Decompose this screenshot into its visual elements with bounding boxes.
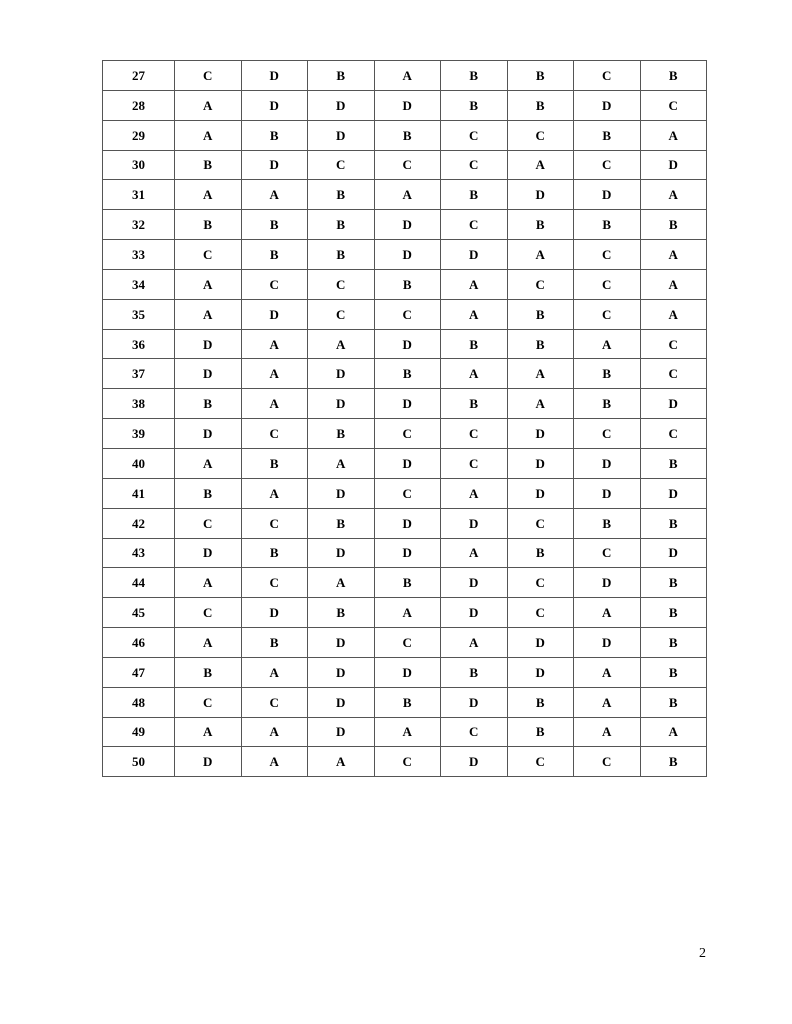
answer-cell: A xyxy=(374,717,441,747)
answer-cell: C xyxy=(441,120,508,150)
answer-cell: D xyxy=(374,538,441,568)
question-number-cell: 45 xyxy=(103,598,175,628)
answer-cell: B xyxy=(175,478,242,508)
answer-cell: D xyxy=(374,90,441,120)
question-number-cell: 48 xyxy=(103,687,175,717)
answer-cell: D xyxy=(574,628,641,658)
answer-cell: B xyxy=(507,717,574,747)
question-number-cell: 39 xyxy=(103,419,175,449)
question-number-cell: 42 xyxy=(103,508,175,538)
answer-cell: A xyxy=(640,120,707,150)
answer-cell: D xyxy=(441,598,508,628)
answer-cell: C xyxy=(241,269,308,299)
question-number-cell: 30 xyxy=(103,150,175,180)
answer-cell: B xyxy=(507,329,574,359)
answer-cell: D xyxy=(241,299,308,329)
answer-cell: C xyxy=(374,628,441,658)
answer-cell: C xyxy=(175,508,242,538)
answer-cell: B xyxy=(175,389,242,419)
answer-cell: A xyxy=(507,240,574,270)
answer-cell: C xyxy=(507,568,574,598)
answer-cell: A xyxy=(241,657,308,687)
answer-cell: B xyxy=(640,598,707,628)
answer-cell: B xyxy=(308,210,375,240)
answer-cell: B xyxy=(308,240,375,270)
question-number-cell: 28 xyxy=(103,90,175,120)
answer-cell: C xyxy=(574,240,641,270)
answer-cell: D xyxy=(308,90,375,120)
answer-cell: A xyxy=(441,359,508,389)
answer-cell: B xyxy=(507,299,574,329)
question-number-cell: 43 xyxy=(103,538,175,568)
table-row xyxy=(103,717,707,747)
answer-cell: D xyxy=(640,538,707,568)
answer-cell: D xyxy=(241,61,308,91)
table-row xyxy=(103,389,707,419)
answer-cell: D xyxy=(507,180,574,210)
answer-cell: C xyxy=(374,478,441,508)
table-row xyxy=(103,180,707,210)
answer-cell: D xyxy=(374,240,441,270)
answer-cell: D xyxy=(507,478,574,508)
answer-cell: A xyxy=(574,687,641,717)
answer-cell: C xyxy=(640,359,707,389)
answer-key-table xyxy=(102,60,707,777)
answer-cell: B xyxy=(441,90,508,120)
answer-cell: C xyxy=(241,419,308,449)
answer-cell: B xyxy=(241,538,308,568)
answer-cell: B xyxy=(441,657,508,687)
answer-cell: C xyxy=(308,150,375,180)
answer-cell: A xyxy=(441,628,508,658)
answer-cell: A xyxy=(574,657,641,687)
answer-cell: A xyxy=(175,717,242,747)
answer-cell: B xyxy=(507,210,574,240)
answer-cell: C xyxy=(175,61,242,91)
answer-cell: D xyxy=(308,359,375,389)
answer-cell: A xyxy=(507,150,574,180)
question-number-cell: 49 xyxy=(103,717,175,747)
answer-cell: B xyxy=(441,329,508,359)
answer-cell: D xyxy=(308,538,375,568)
question-number-cell: 31 xyxy=(103,180,175,210)
answer-cell: D xyxy=(175,747,242,777)
answer-cell: D xyxy=(574,478,641,508)
answer-cell: C xyxy=(241,687,308,717)
answer-cell: B xyxy=(574,120,641,150)
question-number-cell: 33 xyxy=(103,240,175,270)
answer-cell: A xyxy=(574,717,641,747)
answer-cell: A xyxy=(507,389,574,419)
answer-cell: A xyxy=(640,269,707,299)
answer-cell: C xyxy=(441,448,508,478)
table-row xyxy=(103,210,707,240)
table-row xyxy=(103,419,707,449)
question-number-cell: 35 xyxy=(103,299,175,329)
answer-cell: C xyxy=(507,269,574,299)
answer-cell: D xyxy=(507,448,574,478)
answer-cell: D xyxy=(574,90,641,120)
answer-cell: D xyxy=(175,329,242,359)
answer-cell: B xyxy=(241,448,308,478)
answer-cell: D xyxy=(574,448,641,478)
answer-cell: A xyxy=(308,747,375,777)
table-row xyxy=(103,628,707,658)
answer-cell: D xyxy=(374,448,441,478)
table-row xyxy=(103,150,707,180)
answer-cell: B xyxy=(640,568,707,598)
answer-cell: D xyxy=(441,508,508,538)
table-row xyxy=(103,598,707,628)
answer-cell: B xyxy=(574,210,641,240)
answer-cell: B xyxy=(241,210,308,240)
question-number-cell: 27 xyxy=(103,61,175,91)
answer-cell: A xyxy=(175,568,242,598)
table-row xyxy=(103,240,707,270)
answer-cell: B xyxy=(441,61,508,91)
answer-cell: B xyxy=(441,180,508,210)
question-number-cell: 36 xyxy=(103,329,175,359)
answer-cell: D xyxy=(308,657,375,687)
table-row xyxy=(103,269,707,299)
answer-cell: D xyxy=(507,419,574,449)
table-row xyxy=(103,747,707,777)
answer-cell: D xyxy=(441,747,508,777)
answer-cell: D xyxy=(308,478,375,508)
answer-cell: D xyxy=(507,657,574,687)
answer-cell: D xyxy=(241,90,308,120)
answer-cell: C xyxy=(175,687,242,717)
answer-cell: B xyxy=(640,628,707,658)
answer-cell: B xyxy=(640,508,707,538)
answer-cell: B xyxy=(175,657,242,687)
answer-cell: C xyxy=(241,508,308,538)
answer-cell: A xyxy=(175,269,242,299)
answer-cell: A xyxy=(241,747,308,777)
answer-cell: D xyxy=(640,478,707,508)
answer-cell: C xyxy=(374,299,441,329)
answer-cell: B xyxy=(308,419,375,449)
answer-cell: C xyxy=(441,717,508,747)
answer-cell: B xyxy=(574,359,641,389)
answer-cell: D xyxy=(441,568,508,598)
table-row xyxy=(103,448,707,478)
answer-cell: A xyxy=(507,359,574,389)
answer-cell: D xyxy=(308,687,375,717)
answer-cell: C xyxy=(507,508,574,538)
answer-cell: B xyxy=(574,508,641,538)
answer-cell: C xyxy=(574,150,641,180)
answer-cell: A xyxy=(241,329,308,359)
answer-cell: A xyxy=(441,538,508,568)
table-row xyxy=(103,359,707,389)
answer-cell: D xyxy=(441,240,508,270)
answer-cell: D xyxy=(507,628,574,658)
answer-cell: A xyxy=(175,180,242,210)
answer-cell: B xyxy=(640,61,707,91)
answer-cell: A xyxy=(374,180,441,210)
answer-cell: D xyxy=(640,389,707,419)
answer-cell: A xyxy=(175,120,242,150)
answer-cell: B xyxy=(507,687,574,717)
table-row xyxy=(103,657,707,687)
answer-cell: B xyxy=(640,210,707,240)
answer-cell: A xyxy=(241,478,308,508)
answer-cell: B xyxy=(308,180,375,210)
answer-cell: A xyxy=(175,628,242,658)
answer-cell: B xyxy=(640,448,707,478)
answer-cell: C xyxy=(507,747,574,777)
answer-cell: A xyxy=(574,329,641,359)
answer-cell: C xyxy=(175,240,242,270)
answer-cell: D xyxy=(241,150,308,180)
answer-cell: C xyxy=(574,61,641,91)
answer-cell: B xyxy=(574,389,641,419)
answer-cell: C xyxy=(640,329,707,359)
question-number-cell: 34 xyxy=(103,269,175,299)
answer-cell: D xyxy=(308,628,375,658)
answer-cell: C xyxy=(175,598,242,628)
table-row xyxy=(103,61,707,91)
table-row xyxy=(103,538,707,568)
answer-cell: B xyxy=(175,150,242,180)
answer-cell: D xyxy=(640,150,707,180)
answer-cell: B xyxy=(507,90,574,120)
answer-cell: B xyxy=(507,61,574,91)
question-number-cell: 46 xyxy=(103,628,175,658)
question-number-cell: 29 xyxy=(103,120,175,150)
answer-cell: A xyxy=(441,478,508,508)
answer-cell: B xyxy=(374,568,441,598)
answer-cell: D xyxy=(574,180,641,210)
answer-cell: B xyxy=(241,628,308,658)
answer-cell: A xyxy=(241,389,308,419)
answer-cell: A xyxy=(374,598,441,628)
answer-cell: B xyxy=(640,747,707,777)
answer-cell: C xyxy=(441,210,508,240)
answer-cell: A xyxy=(640,299,707,329)
page-number: 2 xyxy=(699,946,706,961)
question-number-cell: 37 xyxy=(103,359,175,389)
answer-cell: C xyxy=(574,269,641,299)
answer-cell: A xyxy=(441,299,508,329)
table-row xyxy=(103,508,707,538)
answer-cell: B xyxy=(241,240,308,270)
answer-cell: D xyxy=(374,508,441,538)
answer-cell: B xyxy=(308,508,375,538)
answer-cell: A xyxy=(308,568,375,598)
answer-cell: B xyxy=(374,269,441,299)
answer-cell: A xyxy=(574,598,641,628)
answer-cell: D xyxy=(308,120,375,150)
answer-cell: D xyxy=(175,359,242,389)
question-number-cell: 44 xyxy=(103,568,175,598)
answer-cell: C xyxy=(308,269,375,299)
answer-cell: D xyxy=(175,538,242,568)
answer-cell: C xyxy=(241,568,308,598)
table-row xyxy=(103,120,707,150)
table-row xyxy=(103,478,707,508)
question-number-cell: 32 xyxy=(103,210,175,240)
answer-cell: C xyxy=(441,150,508,180)
answer-cell: B xyxy=(374,120,441,150)
answer-cell: C xyxy=(574,299,641,329)
answer-cell: A xyxy=(241,717,308,747)
answer-cell: C xyxy=(441,419,508,449)
answer-cell: A xyxy=(640,180,707,210)
answer-cell: D xyxy=(308,717,375,747)
question-number-cell: 41 xyxy=(103,478,175,508)
answer-cell: D xyxy=(374,389,441,419)
answer-cell: B xyxy=(308,61,375,91)
answer-cell: D xyxy=(374,329,441,359)
table-row xyxy=(103,299,707,329)
answer-cell: A xyxy=(308,448,375,478)
table-row xyxy=(103,329,707,359)
answer-cell: C xyxy=(574,747,641,777)
answer-cell: C xyxy=(308,299,375,329)
answer-cell: D xyxy=(374,657,441,687)
answer-cell: B xyxy=(374,359,441,389)
answer-cell: C xyxy=(374,747,441,777)
answer-cell: D xyxy=(374,210,441,240)
answer-cell: A xyxy=(175,448,242,478)
table-row xyxy=(103,687,707,717)
table-row xyxy=(103,568,707,598)
answer-key-body xyxy=(103,61,707,777)
answer-cell: A xyxy=(241,359,308,389)
answer-cell: A xyxy=(175,299,242,329)
answer-cell: B xyxy=(640,687,707,717)
answer-cell: D xyxy=(574,568,641,598)
question-number-cell: 38 xyxy=(103,389,175,419)
answer-cell: A xyxy=(640,717,707,747)
answer-cell: A xyxy=(441,269,508,299)
answer-cell: B xyxy=(507,538,574,568)
answer-cell: B xyxy=(374,687,441,717)
answer-cell: D xyxy=(308,389,375,419)
answer-cell: C xyxy=(574,538,641,568)
answer-cell: D xyxy=(241,598,308,628)
answer-cell: C xyxy=(374,150,441,180)
answer-cell: C xyxy=(507,598,574,628)
answer-cell: B xyxy=(640,657,707,687)
answer-cell: B xyxy=(441,389,508,419)
question-number-cell: 40 xyxy=(103,448,175,478)
table-row xyxy=(103,90,707,120)
answer-cell: A xyxy=(175,90,242,120)
answer-cell: A xyxy=(241,180,308,210)
answer-cell: C xyxy=(574,419,641,449)
answer-cell: C xyxy=(640,90,707,120)
answer-cell: A xyxy=(640,240,707,270)
answer-cell: C xyxy=(640,419,707,449)
answer-cell: D xyxy=(175,419,242,449)
answer-cell: A xyxy=(308,329,375,359)
answer-cell: B xyxy=(308,598,375,628)
answer-cell: C xyxy=(374,419,441,449)
answer-cell: B xyxy=(241,120,308,150)
answer-cell: B xyxy=(175,210,242,240)
answer-cell: A xyxy=(374,61,441,91)
question-number-cell: 50 xyxy=(103,747,175,777)
answer-cell: C xyxy=(507,120,574,150)
answer-cell: D xyxy=(441,687,508,717)
question-number-cell: 47 xyxy=(103,657,175,687)
